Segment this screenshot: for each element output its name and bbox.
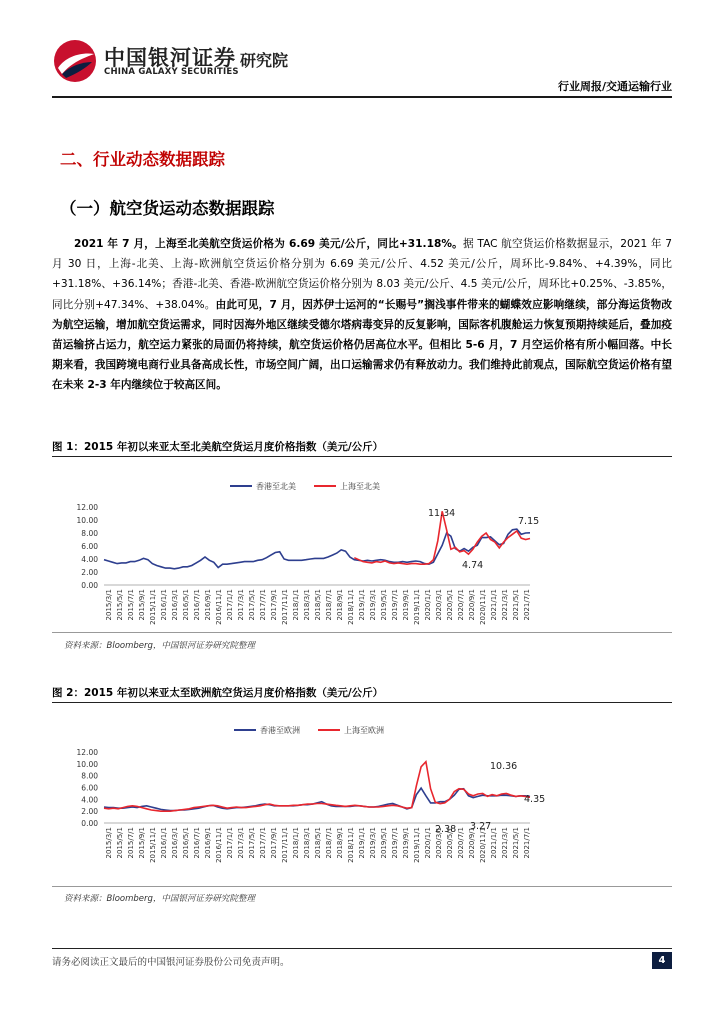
- x-tick-label: 2018/5/1: [314, 827, 322, 859]
- x-tick-label: 2019/5/1: [380, 589, 388, 621]
- galaxy-logo-icon: [52, 38, 98, 84]
- y-tick-label: 8.00: [81, 529, 98, 538]
- x-tick-label: 2018/5/1: [314, 589, 322, 621]
- section-title: 二、行业动态数据跟踪: [60, 150, 225, 169]
- paragraph-conclusion: 由此可见，7 月，因苏伊士运河的“长赐号”搁浅事件带来的蝴蝶效应影响继续，部分海运货物改为航空运输，增加航空货运需求，同时因海外地区继续受德尔塔病毒变异的反复影响，国际客机腹舱运力恢复预期持续延后，叠加疫苗运输挤占运力，航空运力紧张的局面仍将持续，航空货运价格仍居高位水平。但相比 5-6 月，7 月空运价格有所小幅回落。中长期来看，我国跨境电商行业具备高成长性，市场空间广阔，出口运输需求仍有释放动力。我们维持此前观点，国际航空货运价格有望在未来 2-3 年内继续位于较高区间。: [52, 298, 673, 392]
- x-tick-label: 2017/7/1: [259, 827, 267, 859]
- x-tick-label: 2015/11/1: [149, 827, 157, 863]
- header-divider: [52, 96, 672, 98]
- x-tick-label: 2017/1/1: [226, 827, 234, 859]
- x-tick-label: 2015/5/1: [116, 827, 124, 859]
- y-tick-label: 6.00: [81, 542, 98, 551]
- data-annotation: 4.74: [462, 560, 484, 571]
- x-tick-label: 2020/7/1: [457, 827, 465, 859]
- figure2-source: 资料来源：Bloomberg，中国银河证券研究院整理: [64, 894, 255, 904]
- x-tick-label: 2016/11/1: [215, 827, 223, 863]
- series-line-2: [104, 762, 530, 812]
- figure1-bottom-rule: [52, 632, 672, 633]
- page-number: 4: [652, 952, 672, 969]
- x-tick-label: 2020/11/1: [479, 827, 487, 863]
- x-tick-label: 2018/1/1: [292, 827, 300, 859]
- legend-label: 香港至欧洲: [260, 726, 300, 735]
- company-name-en: CHINA GALAXY SECURITIES: [104, 67, 239, 77]
- x-tick-label: 2021/5/1: [512, 589, 520, 621]
- x-tick-label: 2017/7/1: [259, 589, 267, 621]
- chart-europe: [52, 712, 672, 882]
- x-tick-label: 2017/3/1: [237, 589, 245, 621]
- x-tick-label: 2015/7/1: [127, 827, 135, 859]
- legend-label: 香港至北美: [256, 482, 296, 491]
- y-tick-label: 8.00: [81, 771, 98, 781]
- y-tick-label: 0.00: [81, 581, 98, 590]
- x-tick-label: 2019/3/1: [369, 827, 377, 859]
- x-tick-label: 2018/1/1: [292, 589, 300, 621]
- x-tick-label: 2019/11/1: [413, 589, 421, 625]
- x-tick-label: 2018/3/1: [303, 589, 311, 621]
- y-tick-label: 2.00: [81, 568, 98, 577]
- data-annotation: 7.15: [518, 516, 540, 527]
- x-tick-label: 2018/7/1: [325, 827, 333, 859]
- x-tick-label: 2016/9/1: [204, 589, 212, 621]
- y-tick-label: 4.00: [81, 795, 98, 805]
- figure1-title: 图 1：2015 年初以来亚太至北美航空货运月度价格指数（美元/公斤）: [52, 441, 384, 453]
- paragraph-lead: 2021 年 7 月，上海至北美航空货运价格为 6.69 美元/公斤，同比+31.18%。: [74, 238, 463, 250]
- x-tick-label: 2020/9/1: [468, 827, 476, 859]
- x-tick-label: 2015/9/1: [138, 827, 146, 859]
- x-tick-label: 2017/11/1: [281, 827, 289, 863]
- x-tick-label: 2015/5/1: [116, 589, 124, 621]
- data-annotation: 2.38: [435, 824, 457, 835]
- x-tick-label: 2021/5/1: [512, 827, 520, 859]
- x-tick-label: 2017/1/1: [226, 589, 234, 621]
- x-tick-label: 2015/9/1: [138, 589, 146, 621]
- x-tick-label: 2021/1/1: [490, 589, 498, 621]
- x-tick-label: 2018/11/1: [347, 589, 355, 625]
- chart-north-america: [52, 466, 672, 628]
- legend-label: 上海至北美: [340, 482, 380, 491]
- x-tick-label: 2017/5/1: [248, 827, 256, 859]
- figure2-title: 图 2：2015 年初以来亚太至欧洲航空货运月度价格指数（美元/公斤）: [52, 687, 384, 699]
- x-tick-label: 2016/3/1: [171, 589, 179, 621]
- figure1-source: 资料来源：Bloomberg，中国银河证券研究院整理: [64, 641, 255, 651]
- figure2-top-rule: [52, 702, 672, 703]
- x-tick-label: 2019/3/1: [369, 589, 377, 621]
- x-tick-label: 2018/7/1: [325, 589, 333, 621]
- x-tick-label: 2015/11/1: [149, 589, 157, 625]
- logo: [52, 38, 98, 84]
- x-tick-label: 2016/7/1: [193, 827, 201, 859]
- x-tick-label: 2020/3/1: [435, 589, 443, 621]
- data-annotation: 11.34: [428, 508, 456, 519]
- y-tick-label: 4.00: [81, 555, 98, 564]
- footer-disclaimer: 请务必阅读正文最后的中国银河证券股份公司免责声明。: [52, 957, 290, 968]
- x-tick-label: 2020/1/1: [424, 589, 432, 621]
- subsection-title: （一）航空货运动态数据跟踪: [60, 199, 275, 218]
- x-tick-label: 2015/7/1: [127, 589, 135, 621]
- x-tick-label: 2018/11/1: [347, 827, 355, 863]
- x-tick-label: 2015/3/1: [105, 827, 113, 859]
- x-tick-label: 2019/9/1: [402, 827, 410, 859]
- x-tick-label: 2017/3/1: [237, 827, 245, 859]
- footer-divider: [52, 948, 672, 949]
- x-tick-label: 2019/1/1: [358, 589, 366, 621]
- x-tick-label: 2016/11/1: [215, 589, 223, 625]
- x-tick-label: 2020/7/1: [457, 589, 465, 621]
- y-tick-label: 12.00: [76, 748, 98, 757]
- x-tick-label: 2021/3/1: [501, 827, 509, 859]
- y-tick-label: 10.00: [76, 516, 98, 525]
- body-paragraph: [52, 234, 672, 396]
- x-tick-label: 2019/11/1: [413, 827, 421, 863]
- x-tick-label: 2018/9/1: [336, 827, 344, 859]
- x-tick-label: 2016/7/1: [193, 589, 201, 621]
- x-tick-label: 2019/5/1: [380, 827, 388, 859]
- figure2-bottom-rule: [52, 886, 672, 887]
- x-tick-label: 2017/11/1: [281, 589, 289, 625]
- x-tick-label: 2017/5/1: [248, 589, 256, 621]
- x-tick-label: 2021/7/1: [523, 589, 531, 621]
- x-tick-label: 2020/5/1: [446, 589, 454, 621]
- x-tick-label: 2016/1/1: [160, 589, 168, 621]
- x-tick-label: 2017/9/1: [270, 589, 278, 621]
- x-tick-label: 2018/3/1: [303, 827, 311, 859]
- x-tick-label: 2016/9/1: [204, 827, 212, 859]
- company-name: 中国银河证券: [104, 46, 236, 70]
- x-tick-label: 2018/9/1: [336, 589, 344, 621]
- y-tick-label: 6.00: [81, 783, 98, 793]
- x-tick-label: 2020/1/1: [424, 827, 432, 859]
- x-tick-label: 2020/3/1: [435, 827, 443, 859]
- figure1-top-rule: [52, 456, 672, 457]
- series-line-2: [354, 511, 530, 564]
- x-tick-label: 2019/7/1: [391, 589, 399, 621]
- x-tick-label: 2020/11/1: [479, 589, 487, 625]
- y-tick-label: 0.00: [81, 819, 98, 828]
- x-tick-label: 2019/1/1: [358, 827, 366, 859]
- paragraph-body: 据 TAC 航空货运价格数据显示，2021 年 7 月 30 日，上海-北美、上海-欧洲航空货运价格分别为 6.69 美元/公斤、4.52 美元/公斤，周环比-9.84%、+4.39%，同比+31.18%、+36.14%；香港-北美、香港-欧洲航空货运价格分别为 8.03 美元/公斤、4.5 美元/公斤，周环比+0.25%、-3.85%，同比分别+47.34%、+38.04%。: [52, 238, 672, 311]
- y-tick-label: 12.00: [76, 503, 98, 512]
- x-tick-label: 2019/9/1: [402, 589, 410, 621]
- data-annotation: 3.27: [470, 821, 492, 832]
- x-tick-label: 2020/5/1: [446, 827, 454, 859]
- x-tick-label: 2016/1/1: [160, 827, 168, 859]
- report-type: 行业周报/交通运输行业: [557, 80, 672, 93]
- y-tick-label: 10.00: [76, 759, 98, 769]
- x-tick-label: 2017/9/1: [270, 827, 278, 859]
- legend-label: 上海至欧洲: [344, 726, 384, 735]
- data-annotation: 4.35: [524, 794, 546, 805]
- institute-name: 研究院: [240, 51, 289, 70]
- x-tick-label: 2021/7/1: [523, 827, 531, 859]
- x-tick-label: 2016/5/1: [182, 827, 190, 859]
- x-tick-label: 2016/3/1: [171, 827, 179, 859]
- x-tick-label: 2021/1/1: [490, 827, 498, 859]
- x-tick-label: 2020/9/1: [468, 589, 476, 621]
- x-tick-label: 2016/5/1: [182, 589, 190, 621]
- data-annotation: 10.36: [490, 761, 518, 772]
- x-tick-label: 2015/3/1: [105, 589, 113, 621]
- y-tick-label: 2.00: [81, 807, 98, 817]
- x-tick-label: 2019/7/1: [391, 827, 399, 859]
- x-tick-label: 2021/3/1: [501, 589, 509, 621]
